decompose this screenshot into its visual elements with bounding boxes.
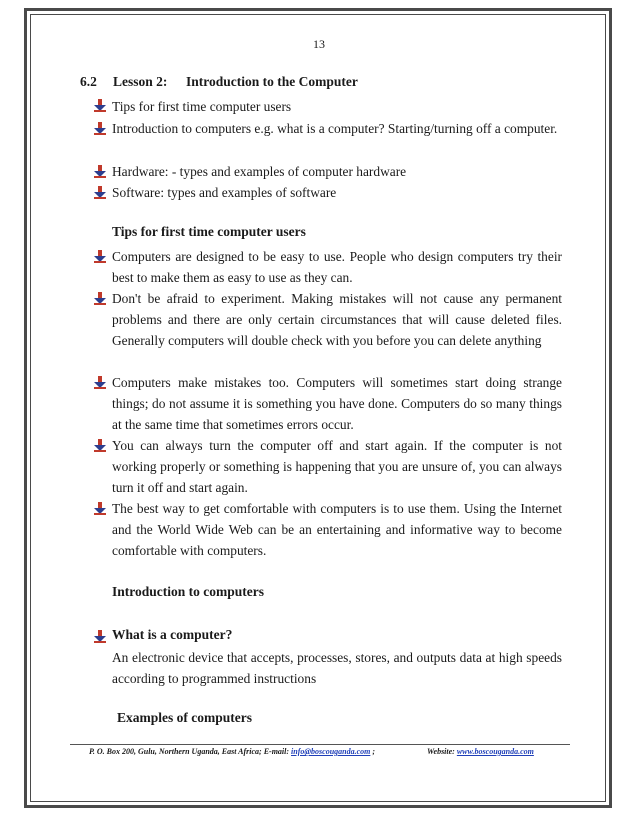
- email-link[interactable]: info@boscouganda.com: [291, 747, 371, 756]
- overview-bullet: Hardware: - types and examples of computer hardware: [112, 164, 407, 179]
- overview-bullet: Tips for first time computer users: [112, 99, 292, 114]
- overview-bullet: Software: types and examples of software: [112, 185, 337, 200]
- section-number: 6.2: [80, 74, 97, 89]
- page-number: 13: [313, 37, 325, 51]
- tip-item: Computers make mistakes too. Computers will sometimes start doing strange things; do not assume it is something you have done. Computers do so many things at the same time that sometimes errors occur.: [112, 375, 562, 432]
- footer-divider: [70, 744, 570, 745]
- definition-text: An electronic device that accepts, processes, stores, and outputs data at high speeds according to programmed instructions: [112, 650, 562, 686]
- lesson-title: Introduction to the Computer: [186, 74, 358, 89]
- arrow-down-icon: [94, 122, 106, 135]
- arrow-down-icon: [94, 292, 106, 305]
- footer-separator: ;: [370, 747, 376, 756]
- overview-bullet: Introduction to computers e.g. what is a computer? Starting/turning off a computer.: [112, 121, 558, 136]
- arrow-down-icon: [94, 186, 106, 199]
- arrow-down-icon: [94, 630, 106, 643]
- arrow-down-icon: [94, 439, 106, 452]
- intro-heading: Introduction to computers: [112, 584, 265, 599]
- footer-website: [427, 747, 534, 756]
- question-heading: What is a computer?: [112, 627, 233, 642]
- lesson-label: Lesson 2:: [113, 74, 168, 89]
- examples-heading: Examples of computers: [117, 710, 252, 725]
- website-link[interactable]: www.boscouganda.com: [456, 747, 534, 756]
- tip-item: Computers are designed to be easy to use. People who design computers try their best to make them as easy to use as they can.: [112, 249, 562, 285]
- arrow-down-icon: [94, 165, 106, 178]
- tip-item: You can always turn the computer off and start again. If the computer is not working properly or something is happening that you are unsure of, you can always turn it off and start again.: [112, 438, 562, 495]
- tip-item: Don't be afraid to experiment. Making mistakes will not cause any permanent problems and there are only certain circumstances that will cause deleted files. Generally computers will double check with you before you can delete anything: [112, 291, 562, 348]
- arrow-down-icon: [94, 250, 106, 263]
- arrow-down-icon: [94, 502, 106, 515]
- website-label: Website:: [427, 747, 457, 756]
- arrow-down-icon: [94, 376, 106, 389]
- tips-heading: Tips for first time computer users: [112, 224, 306, 239]
- tip-item: The best way to get comfortable with computers is to use them. Using the Internet and the World Wide Web can be an entertaining and informative way to become comfortable with computers.: [112, 501, 562, 558]
- lesson-heading: [80, 74, 358, 90]
- footer: [89, 747, 534, 756]
- arrow-down-icon: [94, 99, 106, 112]
- footer-address: P. O. Box 200, Gulu, Northern Uganda, East Africa; E-mail:: [89, 747, 292, 756]
